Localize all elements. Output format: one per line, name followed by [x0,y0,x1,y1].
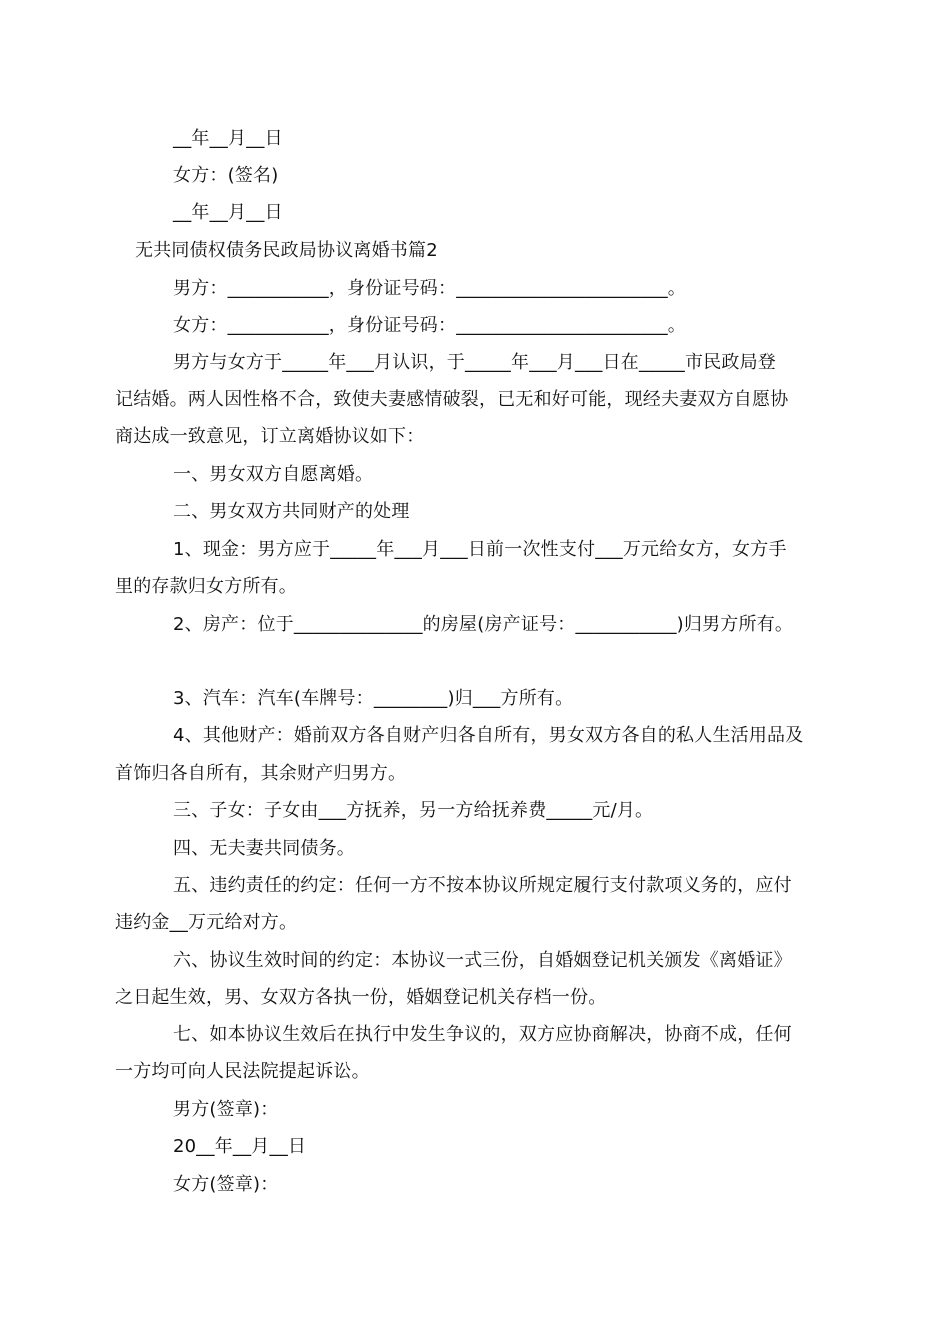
clause-item-continued: 之日起生效，男、女双方各执一份，婚姻登记机关存档一份。 [115,987,607,1008]
male-id-line: 男方：___________，身份证号码：_______________________。 [173,278,686,299]
clause-item: 七、如本协议生效后在执行中发生争议的，双方应协商解决，协商不成，任何 [173,1024,792,1045]
date-line: 20__年__月__日 [173,1136,307,1157]
clause-item: 3、汽车：汽车(车牌号：________)归___方所有。 [173,688,574,709]
clause-item: 4、其他财产：婚前双方各自财产归各自所有，男女双方各自的私人生活用品及 [173,725,804,746]
female-signature-line: 女方：(签名) [173,165,279,186]
clause-item-continued: 首饰归各自所有，其余财产归男方。 [115,763,407,784]
clause-item: 二、男女双方共同财产的处理 [173,501,410,522]
section-title: 无共同债权债务民政局协议离婚书篇2 [135,240,438,261]
female-id-line: 女方：___________，身份证号码：_______________________。 [173,315,686,336]
date-line: __年__月__日 [173,128,283,149]
clause-item-continued: 里的存款归女方所有。 [115,576,297,597]
clause-item: 1、现金：男方应于_____年___月___日前一次性支付___万元给女方，女方手 [173,539,787,560]
paragraph-line: 商达成一致意见，订立离婚协议如下： [115,426,425,447]
paragraph-line: 男方与女方于_____年___月认识，于_____年___月___日在_____市民政局登 [173,352,776,373]
paragraph-line: 记结婚。两人因性格不合，致使夫妻感情破裂，已无和好可能，现经夫妻双方自愿协 [115,389,789,410]
clause-item-continued: 一方均可向人民法院提起诉讼。 [115,1061,370,1082]
female-seal-line: 女方(签章)： [173,1174,279,1195]
clause-item: 三、子女：子女由___方抚养，另一方给抚养费_____元/月。 [173,800,654,821]
clause-item: 四、无夫妻共同债务。 [173,838,355,859]
clause-item: 五、违约责任的约定：任何一方不按本协议所规定履行支付款项义务的，应付 [173,875,792,896]
clause-item: 一、男女双方自愿离婚。 [173,464,374,485]
clause-item-continued: 违约金__万元给对方。 [115,912,298,933]
clause-item: 2、房产：位于______________的房屋(房产证号：___________)归男方所有。 [173,614,794,635]
male-seal-line: 男方(签章)： [173,1099,279,1120]
clause-item: 六、协议生效时间的约定：本协议一式三份，自婚姻登记机关颁发《离婚证》 [173,950,792,971]
date-line: __年__月__日 [173,202,283,223]
